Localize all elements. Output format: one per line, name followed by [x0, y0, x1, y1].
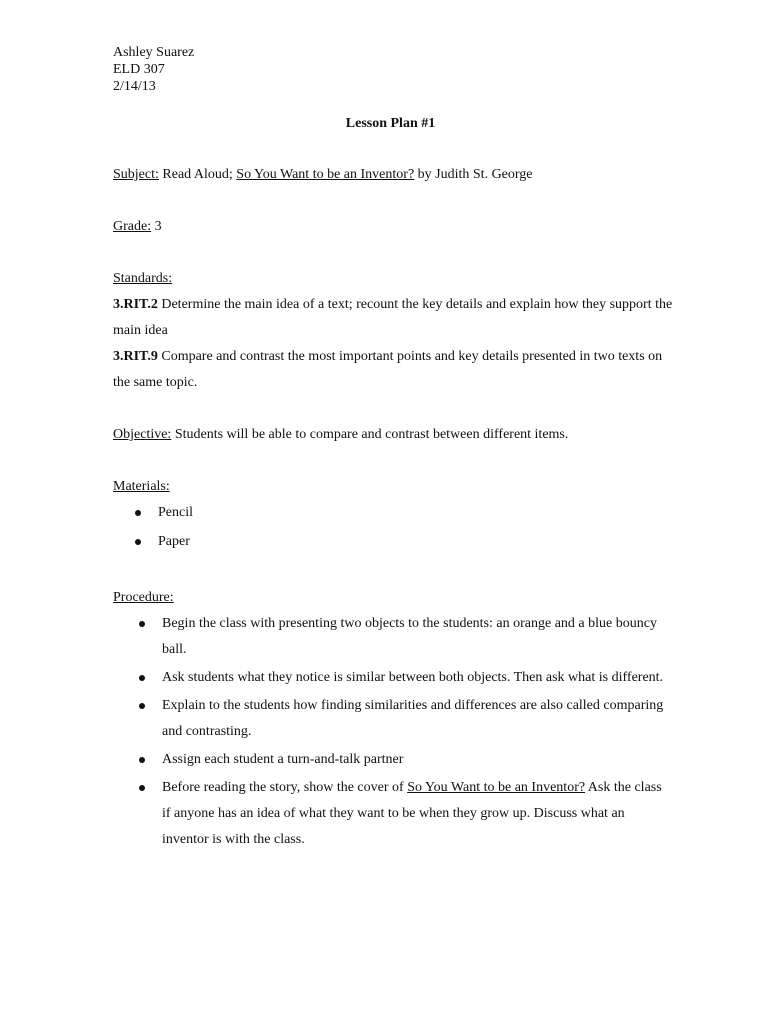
list-item: [113, 693, 673, 745]
materials-label: Materials:: [113, 479, 170, 494]
subject-text-after: by Judith St. George: [414, 167, 533, 182]
standard-text: Compare and contrast the most important points and key details presented in two texts on the same topic.: [113, 349, 663, 390]
list-item: [113, 775, 673, 853]
bullet-icon: [139, 621, 145, 627]
standard-item: [113, 344, 673, 396]
standards-label: Standards:: [113, 271, 173, 286]
bullet-icon: [139, 703, 145, 709]
list-item: [113, 500, 673, 526]
grade-line: [113, 214, 673, 240]
procedure-list: [113, 611, 673, 853]
objective-line: [113, 422, 673, 448]
standard-item: [113, 292, 673, 344]
material-item: Paper: [158, 534, 190, 549]
subject-book-title: So You Want to be an Inventor?: [236, 167, 415, 182]
document-page: [113, 44, 673, 847]
material-item: Pencil: [158, 505, 193, 520]
procedure-step: Explain to the students how finding similarities and differences are also called comparing and contrasting.: [162, 698, 664, 739]
objective-label: Objective:: [113, 427, 172, 442]
course-code: ELD 307: [113, 62, 165, 77]
grade-label: Grade:: [113, 219, 152, 234]
procedure-step: Assign each student a turn-and-talk partner: [162, 752, 404, 767]
procedure-step-before: Before reading the story, show the cover of: [162, 780, 408, 795]
procedure-book-title: So You Want to be an Inventor?: [407, 780, 586, 795]
materials-list: [113, 500, 673, 555]
procedure-step-after: Ask the class if anyone has an idea of what they want to be when they grow up. Discuss what an inventor is with the class.: [162, 780, 662, 847]
standards-section: [113, 266, 673, 396]
author-name: Ashley Suarez: [113, 45, 195, 60]
list-item: [113, 611, 673, 663]
procedure-step: Ask students what they notice is similar between both objects. Then ask what is different.: [162, 670, 664, 685]
list-item: [113, 747, 673, 773]
procedure-step: Begin the class with presenting two objects to the students: an orange and a blue bouncy ball.: [162, 616, 657, 657]
list-item: [113, 529, 673, 555]
bullet-icon: [135, 510, 141, 516]
bullet-icon: [139, 675, 145, 681]
subject-line: [113, 162, 673, 188]
subject-label: Subject:: [113, 167, 159, 182]
standard-code: 3.RIT.9: [113, 349, 158, 364]
objective-text: Students will be able to compare and contrast between different items.: [171, 427, 569, 442]
procedure-label: Procedure:: [113, 590, 174, 605]
subject-text-before: Read Aloud;: [158, 167, 237, 182]
document-date: 2/14/13: [113, 79, 156, 94]
standard-code: 3.RIT.2: [113, 297, 158, 312]
page-title: Lesson Plan #1: [345, 116, 436, 131]
procedure-section: [113, 585, 673, 855]
bullet-icon: [139, 757, 145, 763]
materials-section: [113, 474, 673, 558]
standard-text: Determine the main idea of a text; recount the key details and explain how they support the main idea: [113, 297, 673, 338]
bullet-icon: [135, 539, 141, 545]
bullet-icon: [139, 785, 145, 791]
list-item: [113, 665, 673, 691]
grade-value: 3: [151, 219, 162, 234]
